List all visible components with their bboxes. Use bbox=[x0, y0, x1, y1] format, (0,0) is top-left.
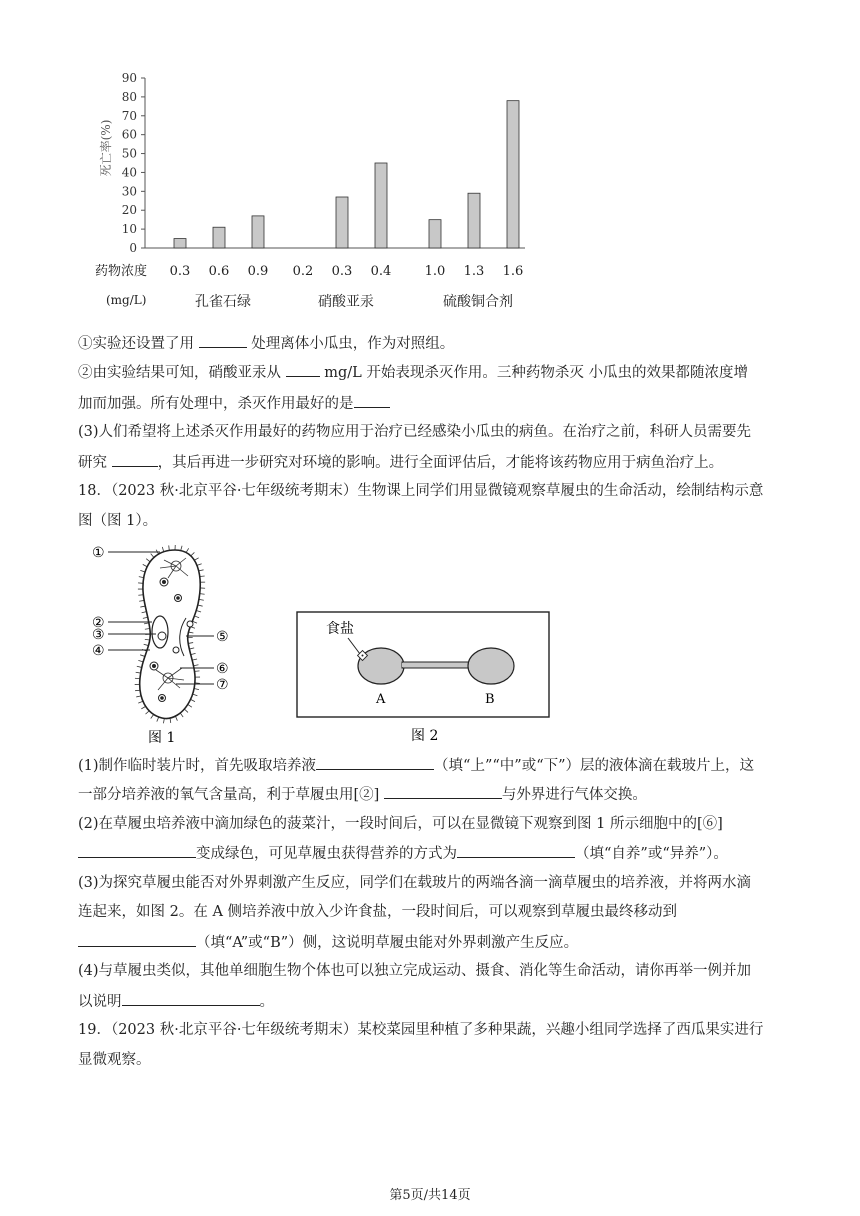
q18-1 bbox=[78, 754, 793, 777]
q18-1-cont bbox=[78, 783, 793, 806]
x-tick-label: 0.3 bbox=[331, 264, 353, 279]
x-tick-label: 0.4 bbox=[370, 264, 392, 279]
text: 显微观察。 bbox=[78, 1052, 151, 1068]
mortality-bar-chart bbox=[80, 70, 550, 315]
bar bbox=[429, 220, 441, 248]
x-axis-title: 药物浓度 bbox=[95, 264, 148, 279]
text: 加而加强。所有处理中，杀灭作用最好的是 bbox=[78, 396, 354, 412]
q18-3 bbox=[78, 872, 793, 894]
text: 一部分培养液的氧气含量高，利于草履虫用[②] bbox=[78, 787, 380, 803]
q18-3-cont2 bbox=[78, 931, 793, 954]
answer-blank[interactable] bbox=[122, 990, 260, 1006]
q18-2 bbox=[78, 813, 793, 835]
x-tick-label: 1.3 bbox=[463, 264, 485, 279]
y-tick-label: 40 bbox=[121, 165, 137, 180]
y-axis-label: 死亡率(%) bbox=[99, 119, 113, 177]
text: 与外界进行气体交换。 bbox=[501, 787, 647, 803]
answer-blank[interactable] bbox=[384, 783, 502, 799]
label-7: ⑦ bbox=[216, 677, 229, 693]
answer-blank[interactable] bbox=[354, 392, 390, 408]
answer-blank[interactable] bbox=[316, 754, 434, 770]
q19-cont bbox=[78, 1049, 793, 1071]
q18-3-cont bbox=[78, 901, 793, 923]
label-b: B bbox=[485, 692, 495, 707]
answer-blank[interactable] bbox=[286, 361, 320, 377]
text: 以说明 bbox=[78, 994, 122, 1010]
drop-b bbox=[468, 648, 514, 684]
figure-1-caption: 图 1 bbox=[148, 730, 176, 746]
bar bbox=[213, 227, 225, 248]
q17-2 bbox=[78, 361, 793, 384]
label-a: A bbox=[376, 692, 386, 707]
y-ticks bbox=[122, 71, 145, 255]
figure-2-caption: 图 2 bbox=[411, 728, 439, 744]
text: （填“A”或“B”）侧，这说明草履虫能对外界刺激产生反应。 bbox=[196, 935, 579, 951]
cilium bbox=[194, 665, 199, 666]
q18-2-cont bbox=[78, 842, 793, 865]
y-tick-label: 10 bbox=[121, 222, 137, 237]
text: (2)在草履虫培养液中滴加绿色的菠菜汁，一段时间后，可以在显微镜下观察到图 1 所示细胞中的[⑥] bbox=[78, 816, 723, 832]
bar bbox=[174, 239, 186, 248]
label-3: ③ bbox=[92, 627, 105, 643]
text: (3)人们希望将上述杀灭作用最好的药物应用于治疗已经感染小瓜虫的病鱼。在治疗之前，科研人员需要先 bbox=[78, 424, 752, 440]
q18-4-cont bbox=[78, 990, 793, 1013]
q17-1 bbox=[78, 332, 793, 355]
cilium bbox=[137, 666, 142, 667]
q18-header-cont bbox=[78, 510, 793, 532]
y-tick-label: 30 bbox=[121, 184, 137, 199]
bars bbox=[174, 101, 519, 248]
y-tick-label: 0 bbox=[129, 241, 137, 255]
text: 连起来，如图 2。在 A 侧培养液中放入少许食盐，一段时间后，可以观察到草履虫最终移动到 bbox=[78, 904, 678, 920]
q19 bbox=[78, 1019, 793, 1041]
text: (4)与草履虫类似，其他单细胞生物个体也可以独立完成运动、摄食、消化等生命活动，请你再举一例并加 bbox=[78, 963, 752, 979]
bar bbox=[507, 101, 519, 248]
label-4: ④ bbox=[92, 643, 105, 659]
unit-label: (mg/L) bbox=[106, 293, 147, 307]
text: ①实验还设置了用 bbox=[78, 336, 194, 352]
text: 变成绿色，可见草履虫获得营养的方式为 bbox=[196, 846, 457, 862]
y-tick-label: 90 bbox=[121, 71, 137, 85]
bar bbox=[375, 163, 387, 248]
bar bbox=[336, 197, 348, 248]
text: （填“上”“中”或“下”）层的液体滴在载玻片上，这 bbox=[434, 758, 755, 774]
q17-3-cont bbox=[78, 451, 793, 474]
text: (1)制作临时装片时，首先吸取培养液 bbox=[78, 758, 317, 774]
page-number: 第5页/共14页 bbox=[389, 1188, 471, 1203]
x-tick-label: 0.3 bbox=[169, 264, 191, 279]
q17-3 bbox=[78, 421, 793, 443]
group-name-label: 孔雀石绿 bbox=[195, 294, 251, 310]
text: 。 bbox=[259, 994, 274, 1010]
answer-blank[interactable] bbox=[78, 931, 196, 947]
salt-label: 食盐 bbox=[326, 621, 354, 637]
y-tick-label: 60 bbox=[121, 127, 137, 142]
group-names bbox=[195, 293, 513, 310]
y-tick-label: 50 bbox=[121, 146, 137, 161]
text: （填“自养”或“异养”）。 bbox=[575, 846, 728, 862]
q18-4 bbox=[78, 960, 793, 982]
x-tick-label: 0.9 bbox=[247, 264, 269, 279]
bar bbox=[252, 216, 264, 248]
x-tick-label: 1.0 bbox=[424, 264, 446, 279]
y-tick-label: 20 bbox=[121, 203, 137, 218]
answer-blank[interactable] bbox=[78, 842, 196, 858]
y-tick-label: 80 bbox=[121, 89, 137, 104]
q17-2-cont bbox=[78, 392, 793, 415]
text: 18．（2023 秋·北京平谷·七年级统考期末）生物课上同学们用显微镜观察草履虫的生命活动，绘制结构示意 bbox=[78, 483, 764, 499]
text: 处理离体小瓜虫，作为对照组。 bbox=[251, 336, 455, 352]
micronucleus bbox=[158, 632, 166, 640]
text: ②由实验结果可知，硝酸亚汞从 bbox=[78, 365, 281, 381]
text: 研究 bbox=[78, 455, 107, 471]
label-1: ① bbox=[92, 545, 105, 561]
answer-blank[interactable] bbox=[457, 842, 575, 858]
group-name-label: 硝酸亚汞 bbox=[318, 294, 374, 310]
figure-1-paramecium bbox=[80, 538, 260, 750]
text: 19．（2023 秋·北京平谷·七年级统考期末）某校菜园里种植了多种果蔬，兴趣小组同学选择了西瓜果实进行 bbox=[78, 1022, 764, 1038]
cilium bbox=[138, 660, 143, 661]
label-2: ② bbox=[92, 615, 105, 631]
x-tick-label: 1.6 bbox=[502, 264, 524, 279]
answer-blank[interactable] bbox=[199, 332, 247, 348]
answer-blank[interactable] bbox=[112, 451, 158, 467]
q18-header bbox=[78, 480, 793, 502]
text: (3)为探究草履虫能否对外界刺激产生反应，同学们在载玻片的两端各滴一滴草履虫的培养液，并将两水滴 bbox=[78, 875, 752, 891]
text: ，其后再进一步研究对环境的影响。进行全面评估后，才能将该药物应用于病鱼治疗上。 bbox=[157, 455, 724, 471]
text: 图（图 1）。 bbox=[78, 513, 158, 529]
figure-2-slide bbox=[296, 610, 556, 750]
label-6: ⑥ bbox=[216, 661, 229, 677]
label-5: ⑤ bbox=[216, 629, 229, 645]
x-tick-label: 0.6 bbox=[208, 264, 230, 279]
y-tick-label: 70 bbox=[121, 108, 137, 123]
group-name-label: 硫酸铜合剂 bbox=[443, 294, 513, 310]
text: mg/L 开始表现杀灭作用。三种药物杀灭 小瓜虫的效果都随浓度增 bbox=[324, 365, 748, 381]
x-tick-label: 0.2 bbox=[292, 264, 314, 279]
x-ticks bbox=[170, 264, 524, 279]
bar bbox=[468, 193, 480, 248]
